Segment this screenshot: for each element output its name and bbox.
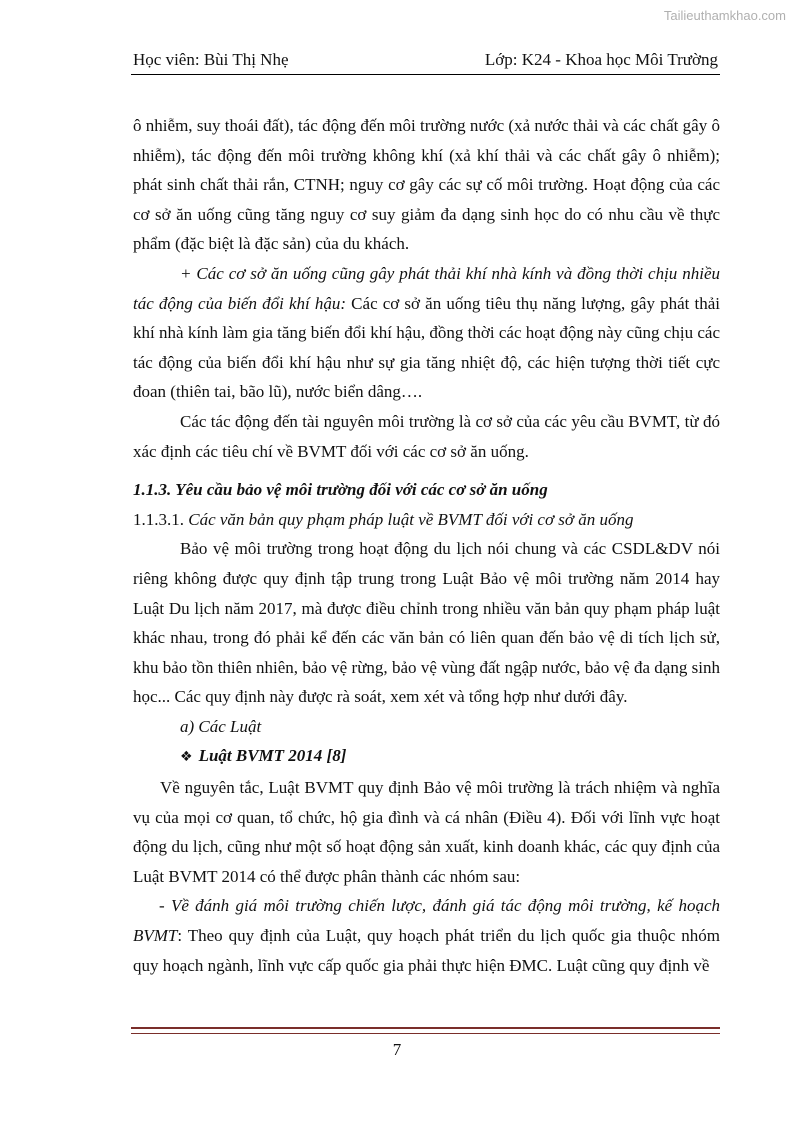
sub-heading-a: a) Các Luật <box>180 716 262 736</box>
page-header <box>133 50 718 74</box>
document-body <box>133 111 720 980</box>
subsection-number: 1.1.3.1. <box>133 509 189 529</box>
subsection-heading-1-1-3-1 <box>133 505 720 535</box>
law-heading <box>133 741 720 773</box>
paragraph-2-text: Các cơ sở ăn uống tiêu thụ năng lượng, gây phát thải khí nhà kính làm gia tăng biến đổi khí hậu, đồng thời các hoạt động này cũng chịu các tác động của biến đổi khí hậu như sự gia tăng nhiệt độ, các hiện tượng thời tiết cực đoan (thiên tai, bão lũ), nước biển dâng…. <box>133 293 720 402</box>
page-number: 7 <box>392 1040 402 1059</box>
paragraph-6-lead: - Về đánh giá môi trường chiến lược, đánh giá tác động môi trường, kế hoạch BVMT <box>133 896 720 946</box>
header-class: Lớp: K24 - Khoa học Môi Trường <box>484 50 718 69</box>
paragraph-1: ô nhiễm, suy thoái đất), tác động đến môi trường nước (xả nước thải và các chất gây ô nhiễm), tác động đến môi trường không khí (xả khí thải và các chất gây ô nhiễm); phát sinh chất thải rắn, CTNH; nguy cơ gây các sự cố môi trường. Hoạt động của các cơ sở ăn uống cũng tăng nguy cơ suy giảm đa dạng sinh học do có nhu cầu về thực phẩm (đặc biệt là đặc sản) của du khách. <box>133 116 720 254</box>
paragraph-2-lead: + Các cơ sở ăn uống cũng gây phát thải khí nhà kính và đồng thời chịu nhiều tác động của biến đổi khí hậu: <box>133 263 720 313</box>
section-heading-1-1-3: 1.1.3. Yêu cầu bảo vệ môi trường đối với các cơ sở ăn uống <box>133 480 548 500</box>
footer-divider-thick <box>131 1027 720 1029</box>
paragraph-6-text: : Theo quy định của Luật, quy hoạch phát triển du lịch quốc gia thuộc nhóm quy hoạch ngành, lĩnh vực cấp quốc gia phải thực hiện ĐMC. Luật cũng quy định về <box>133 926 720 975</box>
paragraph-6 <box>133 891 720 980</box>
diamond-bullet-icon: ❖ <box>180 749 193 766</box>
law-title: Luật BVMT 2014 [8] <box>198 746 347 766</box>
watermark: Tailieuthamkhao.com <box>663 8 786 23</box>
paragraph-3: Các tác động đến tài nguyên môi trường là cơ sở của các yêu cầu BVMT, từ đó xác định các tiêu chí về BVMT đối với các cơ sở ăn uống. <box>133 411 720 461</box>
paragraph-5: Về nguyên tắc, Luật BVMT quy định Bảo vệ môi trường là trách nhiệm và nghĩa vụ của mọi cơ quan, tổ chức, hộ gia đình và cá nhân (Điều 4). Đối với lĩnh vực hoạt động du lịch, cũng như một số hoạt động sản xuất, kinh doanh khác, các quy định của Luật BVMT 2014 có thể được phân thành các nhóm sau: <box>133 778 720 886</box>
paragraph-2 <box>133 259 720 407</box>
paragraph-4: Bảo vệ môi trường trong hoạt động du lịch nói chung và các CSDL&DV nói riêng không được quy định tập trung trong Luật Bảo vệ môi trường năm 2014 hay Luật Du lịch năm 2017, mà được điều chỉnh trong nhiều văn bản quy phạm pháp luật khác nhau, trong đó phải kể đến các văn bản có liên quan đến bảo vệ di tích lịch sử, khu bảo tồn thiên nhiên, bảo vệ rừng, bảo vệ vùng đất ngập nước, bảo vệ đa dạng sinh học... Các quy định này được rà soát, xem xét và tổng hợp như dưới đây. <box>133 539 720 707</box>
footer-divider-thin <box>131 1033 720 1034</box>
header-student: Học viên: Bùi Thị Nhẹ <box>133 50 289 69</box>
header-divider <box>131 74 720 75</box>
subsection-title: Các văn bản quy phạm pháp luật về BVMT đối với cơ sở ăn uống <box>188 509 634 529</box>
